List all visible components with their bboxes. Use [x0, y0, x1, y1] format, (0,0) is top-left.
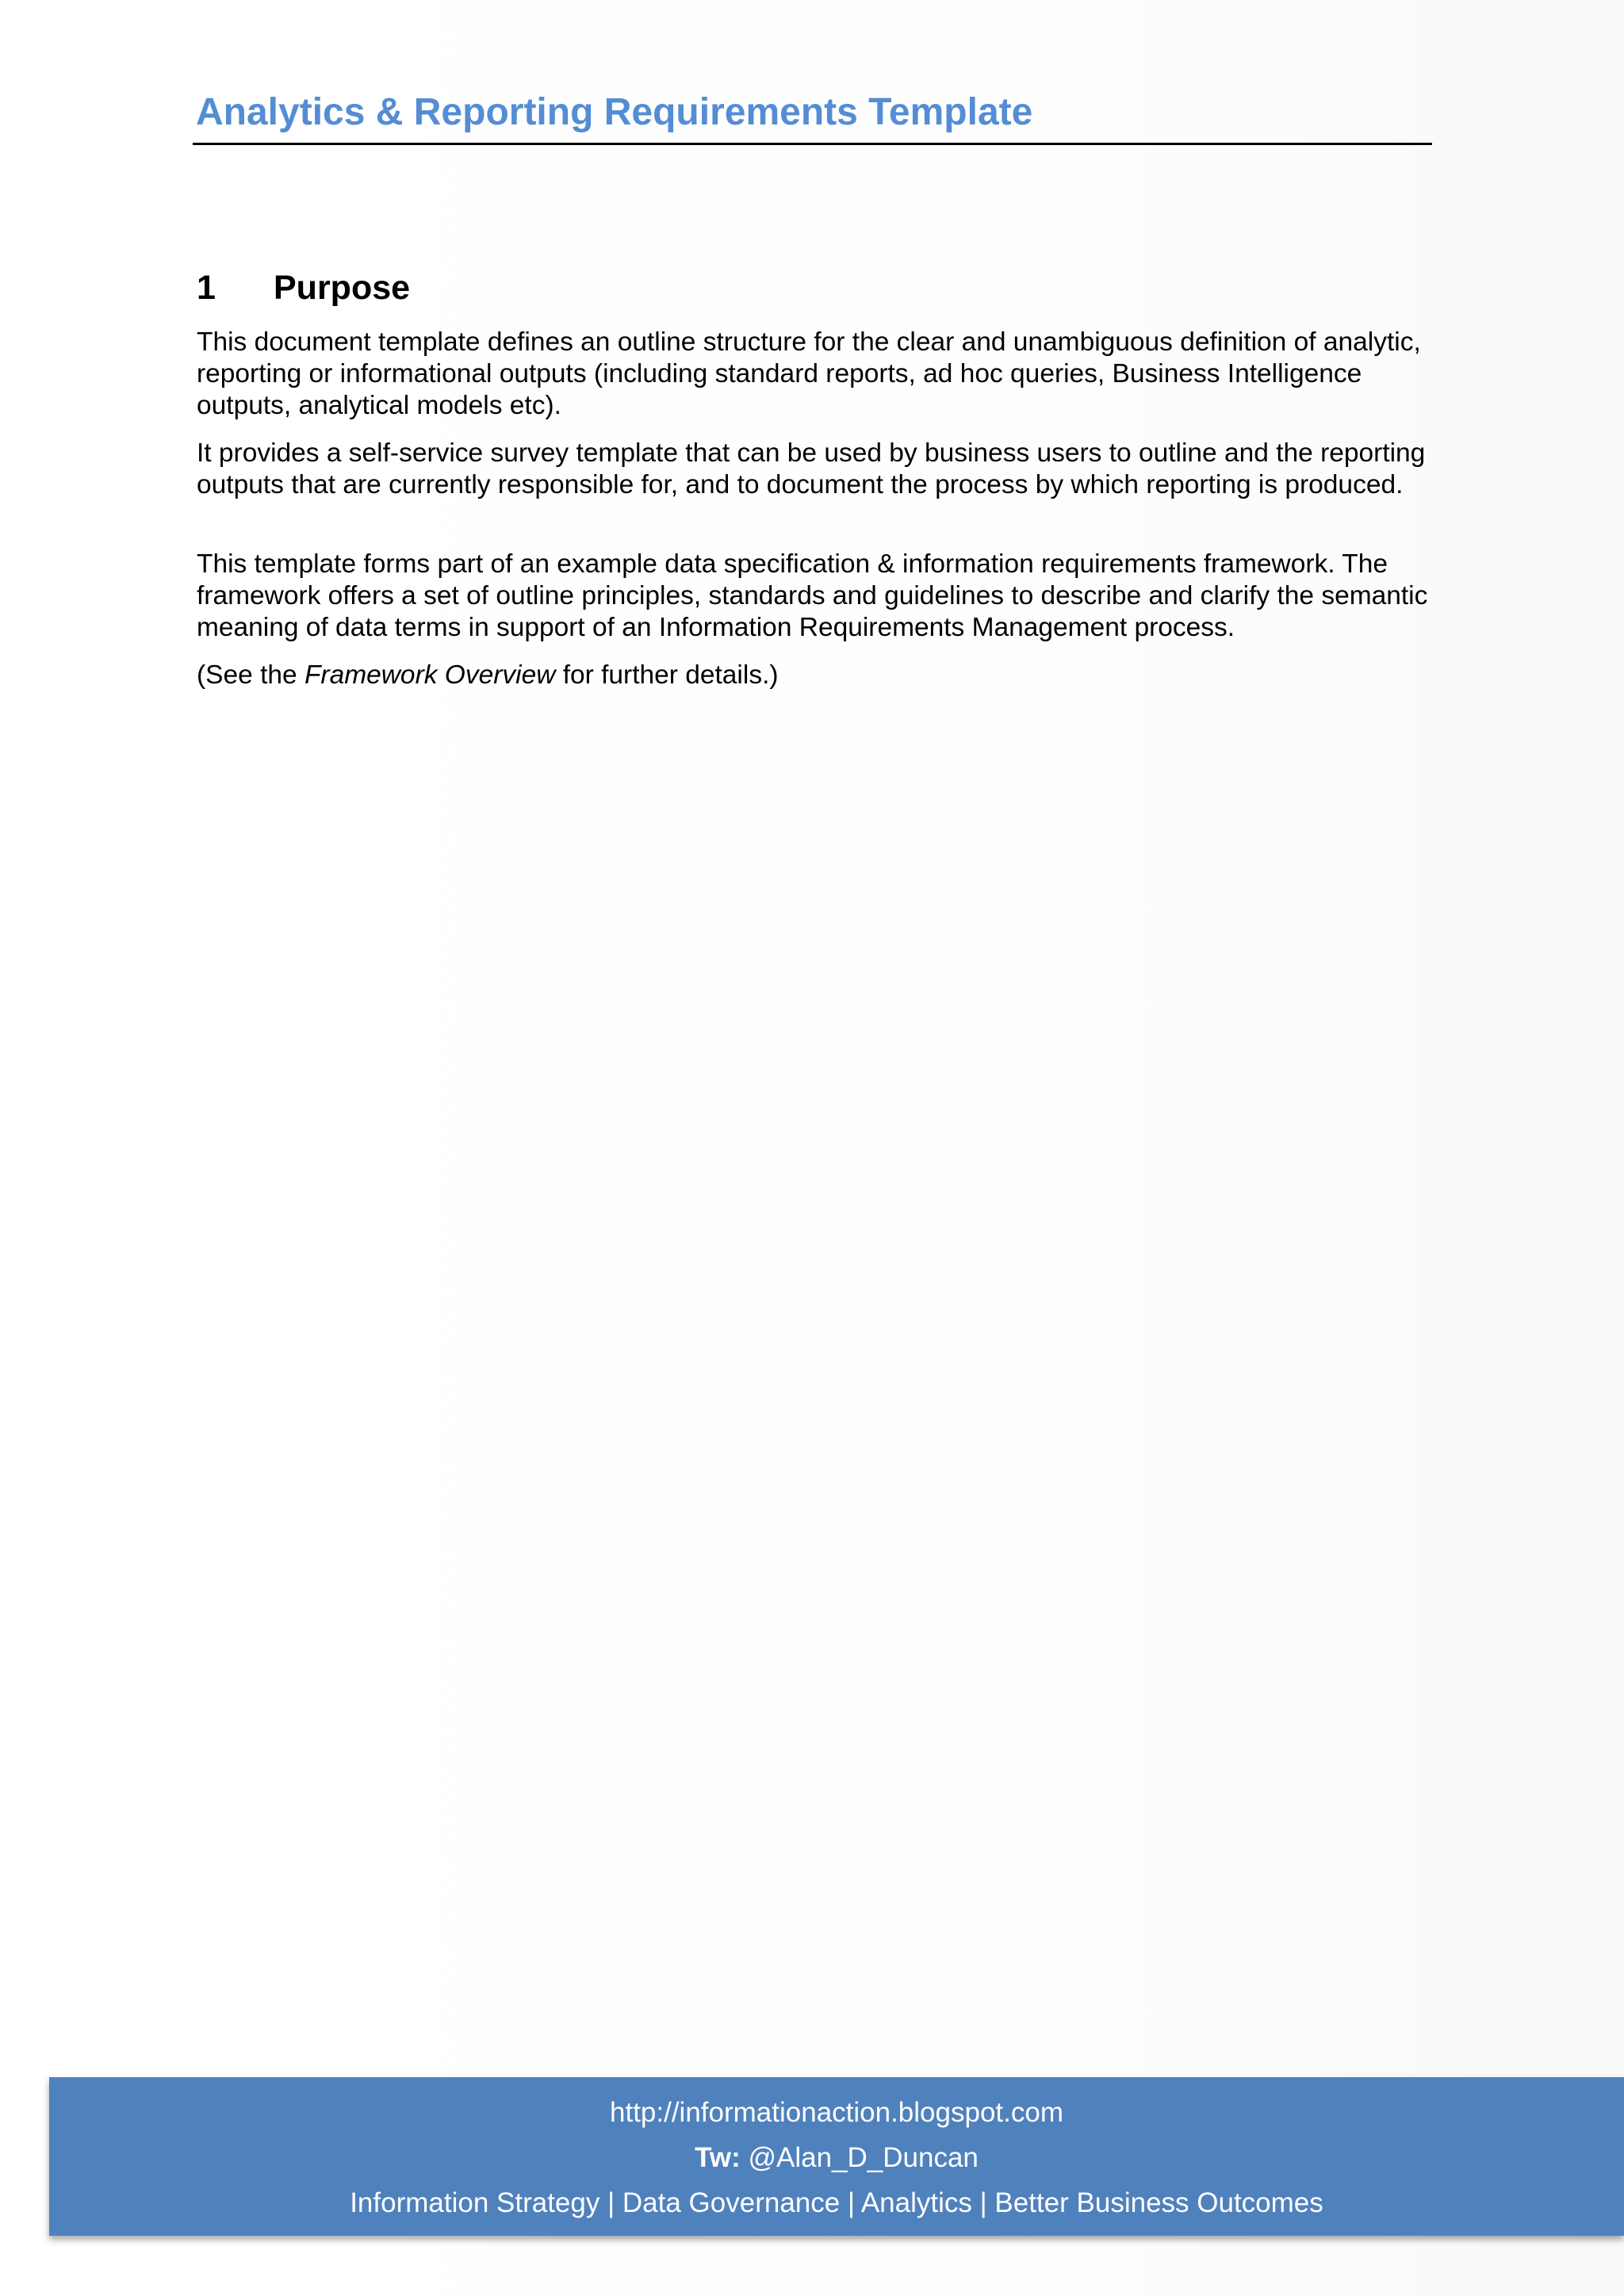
framework-overview-reference: Framework Overview: [304, 660, 556, 690]
twitter-handle: @Alan_D_Duncan: [740, 2142, 979, 2173]
footer-url-link[interactable]: http://informationaction.blogspot.com: [610, 2097, 1063, 2128]
paragraph-3: This template forms part of an example data specification & information requirements framework. The framework offers a set of outline principles, standards and guidelines to describe and clarify the semantic meaning of data terms in support of an Information Requirements Management process.: [197, 549, 1428, 642]
footer-twitter: [49, 2142, 1624, 2174]
twitter-label: Tw:: [695, 2142, 741, 2173]
footer-tagline: Information Strategy | Data Governance | Analytics | Better Business Outcomes: [350, 2187, 1323, 2218]
paragraph-1: This document template defines an outline structure for the clear and unambiguous definition of analytic, reporting or informational outputs (including standard reports, ad hoc queries, Business Intelligence outputs, analytical models etc).: [197, 327, 1421, 420]
paragraph-4-suffix: for further details.): [555, 660, 779, 690]
paragraph-4: [197, 660, 1434, 691]
header-divider: [193, 143, 1432, 145]
document-title: Analytics & Reporting Requirements Template: [196, 91, 1033, 133]
paragraph-2: It provides a self-service survey template that can be used by business users to outline and the reporting outputs that are currently responsible for, and to document the process by which reporting is produced.: [197, 438, 1426, 499]
footer-banner: [49, 2077, 1624, 2236]
section-title: Purpose: [274, 269, 411, 307]
section-heading: [197, 268, 410, 309]
section-number: 1: [197, 269, 216, 307]
paragraph-4-prefix: (See the: [197, 660, 304, 690]
